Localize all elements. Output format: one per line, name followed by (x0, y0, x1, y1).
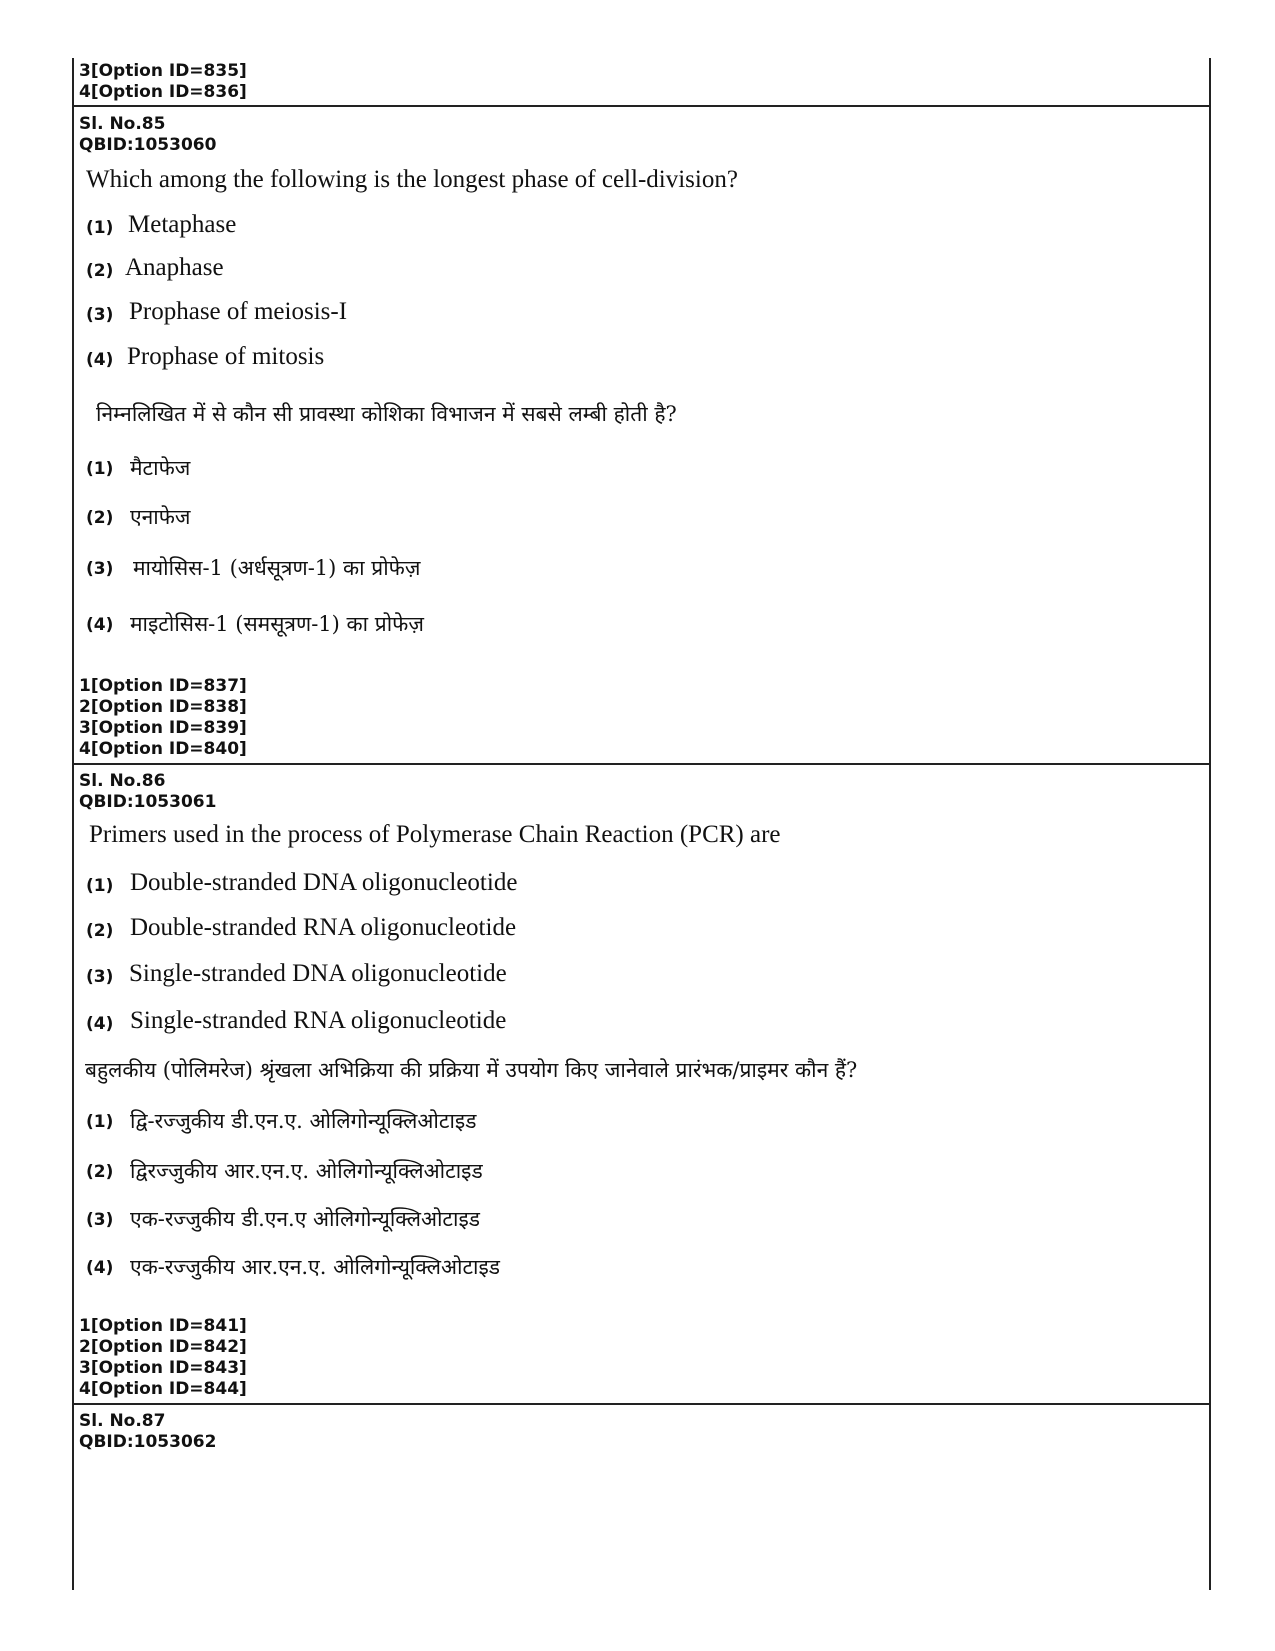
option-id: 1[Option ID=841] (79, 1316, 247, 1336)
option-number: (4) (86, 350, 114, 370)
option-id: 2[Option ID=838] (79, 697, 247, 717)
option-id: 1[Option ID=837] (79, 676, 247, 696)
option-number: (4) (86, 615, 114, 635)
question-text-en: Primers used in the process of Polymerase Chain Reaction (PCR) are (89, 821, 781, 848)
serial-number: Sl. No.86 (79, 771, 166, 791)
divider (72, 763, 1211, 765)
divider (72, 105, 1211, 107)
option-number: (1) (86, 1112, 114, 1132)
option-text-en: Double-stranded RNA oligonucleotide (130, 914, 517, 941)
option-number: (2) (86, 508, 114, 528)
option-number: (4) (86, 1258, 114, 1278)
option-text-en: Prophase of mitosis (127, 343, 325, 370)
option-number: (3) (86, 967, 114, 987)
option-id: 3[Option ID=839] (79, 718, 247, 738)
question-text-hi: निम्नलिखित में से कौन सी प्रावस्था कोशिका विभाजन में सबसे लम्बी होती है? (96, 402, 677, 426)
option-text-hi: एनाफेज (130, 505, 191, 529)
qbid: QBID:1053062 (79, 1432, 217, 1452)
question-text-hi: बहुलकीय (पोलिमरेज) श्रृंखला अभिक्रिया की प्रक्रिया में उपयोग किए जानेवाले प्रारंभक/प्राइमर कौन हैं? (85, 1058, 858, 1082)
option-text-hi: द्वि-रज्जुकीय डी.एन.ए. ओलिगोन्यूक्लिओटाइड (130, 1109, 477, 1133)
qbid: QBID:1053061 (79, 792, 217, 812)
option-text-en: Prophase of meiosis-I (129, 298, 348, 325)
option-id: 4[Option ID=844] (79, 1379, 247, 1399)
option-text-hi: एक-रज्जुकीय डी.एन.ए ओलिगोन्यूक्लिओटाइड (130, 1207, 480, 1231)
option-id: 3[Option ID=835] (79, 61, 247, 81)
option-number: (1) (86, 218, 114, 238)
option-number: (3) (86, 1210, 114, 1230)
option-id: 2[Option ID=842] (79, 1337, 247, 1357)
option-number: (3) (86, 305, 114, 325)
option-text-en: Single-stranded RNA oligonucleotide (130, 1007, 507, 1034)
option-number: (4) (86, 1014, 114, 1034)
question-text-en: Which among the following is the longest phase of cell-division? (86, 166, 738, 193)
serial-number: Sl. No.87 (79, 1411, 166, 1431)
option-number: (2) (86, 921, 114, 941)
option-id: 4[Option ID=836] (79, 82, 247, 102)
option-text-en: Single-stranded DNA oligonucleotide (129, 960, 507, 987)
option-text-hi: द्विरज्जुकीय आर.एन.ए. ओलिगोन्यूक्लिओटाइड (130, 1159, 483, 1183)
option-number: (1) (86, 876, 114, 896)
option-number: (2) (86, 1162, 114, 1182)
option-text-en: Metaphase (128, 211, 237, 238)
option-number: (3) (86, 559, 114, 579)
option-id: 3[Option ID=843] (79, 1358, 247, 1378)
option-text-en: Double-stranded DNA oligonucleotide (130, 869, 518, 896)
divider (72, 1403, 1211, 1405)
serial-number: Sl. No.85 (79, 114, 166, 134)
option-number: (2) (86, 261, 114, 281)
option-number: (1) (86, 459, 114, 479)
qbid: QBID:1053060 (79, 135, 217, 155)
option-text-hi: मैटाफेज (130, 456, 191, 480)
option-text-hi: मायोसिस-1 (अर्धसूत्रण-1) का प्रोफेज़ (133, 556, 421, 580)
option-text-en: Anaphase (125, 254, 224, 281)
option-id: 4[Option ID=840] (79, 739, 247, 759)
option-text-hi: एक-रज्जुकीय आर.एन.ए. ओलिगोन्यूक्लिओटाइड (130, 1255, 501, 1279)
option-text-hi: माइटोसिस-1 (समसूत्रण-1) का प्रोफेज़ (130, 612, 424, 636)
